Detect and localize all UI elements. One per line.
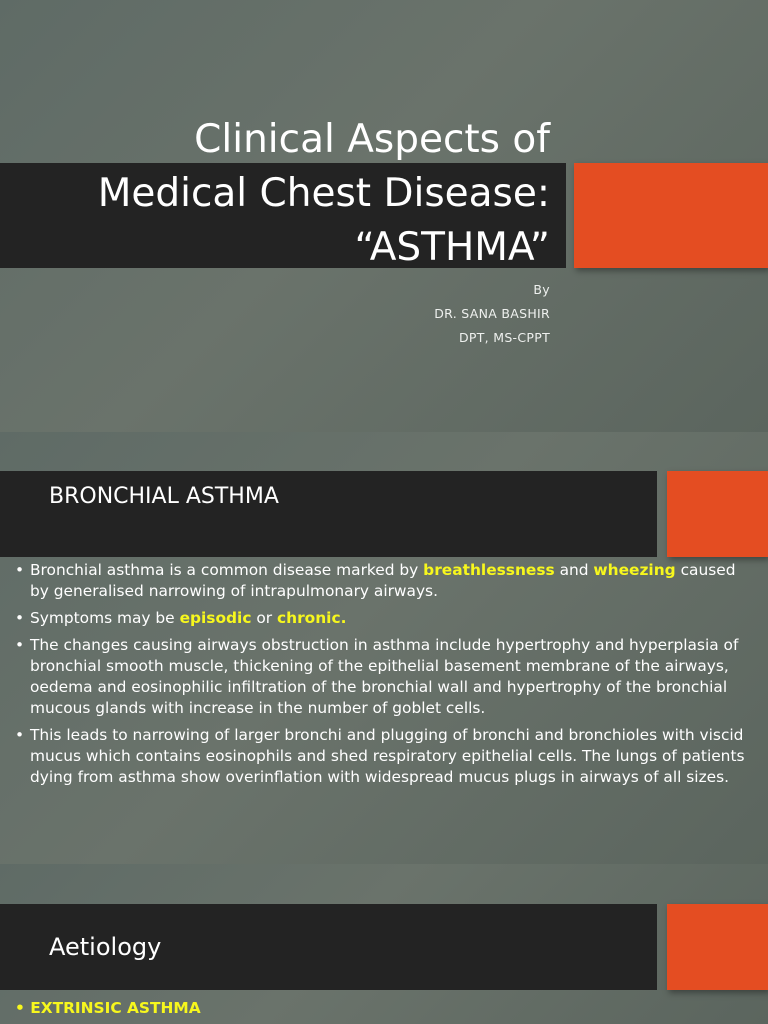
title-line: “ASTHMA” (354, 225, 550, 270)
byline-line: By (533, 282, 550, 297)
bullet-text: Symptoms may be (30, 609, 180, 627)
title-line: Clinical Aspects of (194, 117, 550, 162)
aetiology-slide (0, 864, 768, 1024)
bullet-list (15, 560, 755, 794)
highlight-text: breathlessness (423, 561, 555, 579)
slide-heading: BRONCHIAL ASTHMA (49, 484, 279, 509)
bullet-item: • The changes causing airways obstruction in asthma include hypertrophy and hyperplasia of bronchial smooth muscle, thickening of the epithelial basement membrane of the airways, oedema and eosinophilic infiltration of the bronchial wall and hypertrophy of the bronchial mucous glands with increase in the number of goblet cells. (15, 635, 755, 719)
author-name: DR. SANA BASHIR (434, 306, 550, 321)
slide-heading: Aetiology (49, 933, 162, 961)
bullet-text: and (554, 561, 594, 579)
highlight-text: wheezing (593, 561, 676, 579)
highlight-text: episodic (179, 609, 252, 627)
title-slide (0, 0, 768, 432)
bullet-item: • EXTRINSIC ASTHMA (15, 998, 201, 1019)
bullet-item (15, 560, 755, 602)
author-byline (250, 278, 550, 350)
bullet-text: caused by generalised narrowing of intrapulmonary airways. (30, 561, 736, 600)
accent-block (667, 904, 768, 990)
author-credentials: DPT, MS-CPPT (458, 330, 550, 345)
highlight-text: chronic. (276, 609, 347, 627)
title-line: Medical Chest Disease: (97, 171, 550, 216)
bullet-text: Bronchial asthma is a common disease marked by (30, 561, 424, 579)
bullet-item (15, 608, 755, 629)
accent-block (574, 163, 768, 268)
slide-title (30, 113, 550, 275)
bullet-item: • This leads to narrowing of larger bronchi and plugging of bronchi and bronchioles with viscid mucus which contains eosinophils and shed respiratory epithelial cells. The lungs of patients dying from asthma show overinflation with widespread mucus plugs in airways of all sizes. (15, 725, 755, 788)
bronchial-asthma-slide (0, 432, 768, 864)
bullet-text: or (251, 609, 277, 627)
accent-block (667, 471, 768, 557)
